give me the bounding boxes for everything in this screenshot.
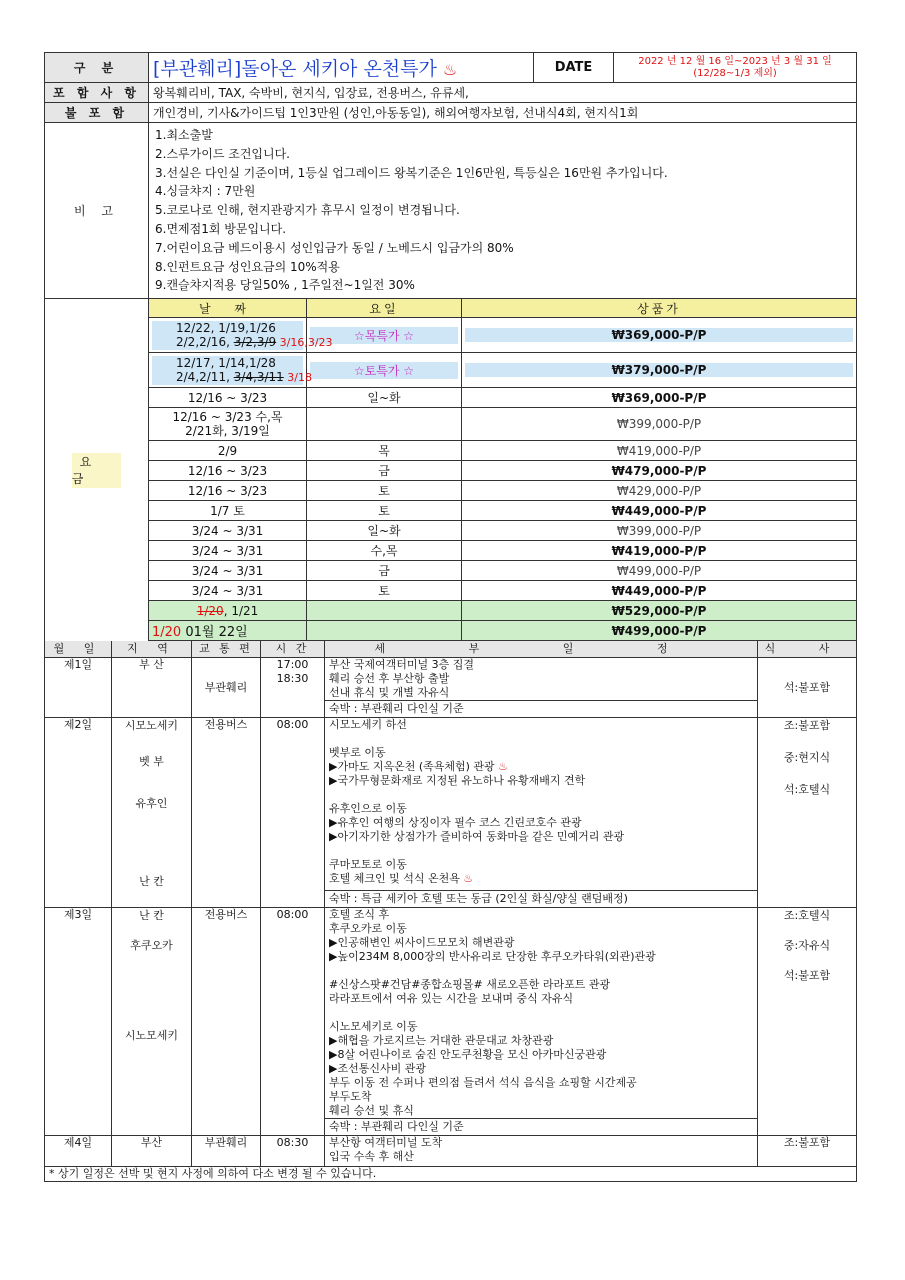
- day4-details: [325, 1136, 758, 1167]
- price-row-price: ₩479,000-P/P: [462, 461, 857, 481]
- green1-day: [307, 601, 462, 621]
- header-table: [44, 52, 857, 83]
- special-thu-line2a: 2/2,2/16,: [176, 334, 234, 349]
- special-sat-date: [149, 353, 312, 388]
- day2-detail: 쿠마모토로 이동: [329, 858, 407, 872]
- special-sat-day: [307, 353, 462, 388]
- tour-document: [44, 52, 857, 1182]
- day3-meal: 석:불포함: [783, 969, 831, 983]
- day2-lodging: 숙박 : 특급 세키아 호텔 또는 동급 (2인실 화실/양실 랜덤배정): [325, 891, 758, 908]
- special-thu-date: [149, 318, 333, 353]
- price-row-date: 3/24 ~ 3/31: [149, 561, 307, 581]
- day4-label: 제4일: [45, 1136, 112, 1167]
- day3-detail: ▶조선통신사비 관광: [329, 1062, 426, 1076]
- day2-detail: 벳부로 이동: [329, 746, 386, 760]
- green2-date: [149, 621, 307, 641]
- day2-region: 시모노세키: [124, 719, 179, 733]
- price-row-price: ₩499,000-P/P: [462, 561, 857, 581]
- price-row-price: ₩399,000-P/P: [462, 521, 857, 541]
- day4-time: 08:30: [261, 1136, 325, 1167]
- special-sat-line2: [152, 369, 312, 385]
- price-row-day: 토: [307, 581, 462, 601]
- special-thu-price-text: ₩369,000-P/P: [465, 328, 853, 342]
- price-row-date: 12/16 ~ 3/23: [149, 481, 307, 501]
- price-row: [45, 461, 857, 481]
- note-item: 5.코로나로 인해, 현지관광지가 휴무시 일정이 변경됩니다.: [155, 203, 460, 218]
- day2-detail: 유후인으로 이동: [329, 802, 407, 816]
- price-row-date: 3/24 ~ 3/31: [149, 581, 307, 601]
- price-row-day: 수,목: [307, 541, 462, 561]
- day3-detail: 호텔 조식 후: [329, 908, 390, 922]
- day2-label: 제2일: [45, 718, 112, 908]
- price-row-day: 목: [307, 441, 462, 461]
- date-exclude-text: (12/28~1/3 제외): [693, 67, 777, 79]
- price-row-date: 3/24 ~ 3/31: [149, 541, 307, 561]
- pricing-label: [45, 299, 149, 641]
- day4-meal: 조:불포함: [783, 1136, 831, 1150]
- price-row-day: [307, 408, 462, 441]
- day3-detail: 부두도착: [329, 1090, 372, 1104]
- day1-meals: [758, 658, 857, 718]
- price-row-price: ₩399,000-P/P: [462, 408, 857, 441]
- price-row: [45, 388, 857, 408]
- price-row-green: [45, 621, 857, 641]
- special-sat-line1: 12/17, 1/14,1/28: [152, 356, 303, 370]
- includes-table: [44, 82, 857, 123]
- special-thu-price: [462, 318, 857, 353]
- day2-detail: [329, 760, 753, 774]
- notes-label: 비 고: [45, 123, 149, 299]
- col-price-header: 상품가: [462, 299, 857, 318]
- pricing-table: [44, 298, 857, 641]
- day1-times: [261, 658, 325, 718]
- special-sat-price-text: ₩379,000-P/P: [465, 363, 853, 377]
- itin-header-region: 지 역: [112, 641, 192, 658]
- note-item: 2.스루가이드 조건입니다.: [155, 146, 290, 161]
- price-row-price: ₩449,000-P/P: [462, 501, 857, 521]
- day3-details: [325, 908, 758, 1119]
- green1-price: ₩529,000-P/P: [462, 601, 857, 621]
- day2-detail: ▶국가무형문화재로 지정된 유노하나 유황재배지 견학: [329, 774, 586, 788]
- special-sat-added: 3/18: [283, 370, 312, 384]
- itin-day1: [45, 658, 857, 701]
- green1-date-struck: 1/20: [196, 603, 224, 618]
- special-thu-line1: 12/22, 1/19,1/26: [152, 321, 303, 335]
- day3-meal: 중:자유식: [783, 939, 831, 953]
- day2-detail: ▶유후인 여행의 상징이자 필수 코스 긴린코호수 관광: [329, 816, 582, 830]
- day3-time: 08:00: [261, 908, 325, 1136]
- price-row-date: 3/24 ~ 3/31: [149, 521, 307, 541]
- includes-label: 포 함 사 항: [45, 83, 149, 103]
- price-row: [45, 501, 857, 521]
- price-row-day: 토: [307, 481, 462, 501]
- day2-region: 난 칸: [139, 875, 164, 889]
- pricing-label-text: 요 금: [71, 454, 122, 486]
- col-date-header: 날 짜: [149, 299, 307, 318]
- day2-detail: 시모노세키 하선: [329, 718, 407, 732]
- itin-header-detail: 세 부 일 정: [325, 641, 758, 658]
- notes-table: [44, 122, 857, 299]
- green1-date: [149, 601, 307, 621]
- itinerary-table: [44, 640, 857, 1182]
- product-title: [149, 53, 534, 83]
- day1-transport: 부관훼리: [192, 658, 261, 718]
- day3-region: 난 칸: [139, 909, 164, 923]
- special-thu-day-text: ☆목특가 ☆: [310, 327, 458, 344]
- day1-label: 제1일: [45, 658, 112, 718]
- special-sat-price: [462, 353, 857, 388]
- day2-details: [325, 718, 758, 891]
- special-sat-day-text: ☆토특가 ☆: [310, 362, 458, 379]
- day3-meal: 조:호텔식: [783, 909, 831, 923]
- price-row-day: 금: [307, 461, 462, 481]
- price-row-day: 일~화: [307, 388, 462, 408]
- day1-detail: 훼리 승선 후 부산항 출발: [329, 672, 450, 686]
- price-row: [45, 441, 857, 461]
- price-row-date: 2/9: [149, 441, 307, 461]
- day3-detail: ▶인공해변인 씨사이드모모치 해변관광: [329, 936, 515, 950]
- pricing-section: [44, 298, 857, 641]
- day3-detail: ▶높이234M 8,000장의 반사유리로 단장한 후쿠오카타워(외관)관광: [329, 950, 656, 964]
- price-row-date: 12/16 ~ 3/23: [149, 388, 307, 408]
- day4-meals: [758, 1136, 857, 1167]
- price-row-price: ₩419,000-P/P: [462, 541, 857, 561]
- day3-label: 제3일: [45, 908, 112, 1136]
- day1-region: 부 산: [112, 658, 192, 718]
- special-sat-struck: 3/4,3/11: [233, 369, 284, 384]
- price-row-special-sat: [45, 353, 857, 388]
- day2-region: 벳 부: [139, 755, 164, 769]
- day2-detail: [329, 872, 753, 886]
- date-label: DATE: [534, 53, 614, 83]
- day3-lodging: 숙박 : 부관훼리 다인실 기준: [325, 1119, 758, 1136]
- itinerary-footer: * 상기 일정은 선박 및 현지 사정에 의하여 다소 변경 될 수 있습니다.: [45, 1167, 857, 1182]
- price-row: [45, 481, 857, 501]
- itin-day2: [45, 718, 857, 891]
- day2-meal: 조:불포함: [783, 719, 831, 733]
- green2-date-text: 01월 22일: [181, 625, 248, 641]
- price-row-day: 토: [307, 501, 462, 521]
- day3-detail: ▶해협을 가로지르는 거대한 관문대교 차창관광: [329, 1034, 554, 1048]
- itin-header-date: 월 일: [45, 641, 112, 658]
- day2-detail-text: ▶가마도 지옥온천 (족욕체험) 관광: [329, 760, 495, 774]
- note-item: 6.면제점1회 방문입니다.: [155, 221, 287, 236]
- special-thu-struck: 3/2,3/9: [233, 334, 277, 349]
- day3-region: 후쿠오카: [130, 939, 173, 953]
- excludes-text: 개인경비, 기사&가이드팁 1인3만원 (성인,아동동일), 해외여행자보험, 선내식4회, 현지식1회: [149, 103, 857, 123]
- day2-transport: 전용버스: [192, 718, 261, 908]
- price-row-green: [45, 601, 857, 621]
- price-row-special-thu: [45, 318, 857, 353]
- col-day-header: 요일: [307, 299, 462, 318]
- price-row-date: 1/7 토: [149, 501, 307, 521]
- itin-header-time: 시 간: [261, 641, 325, 658]
- note-item: 1.최소출발: [155, 128, 213, 142]
- day1-detail: 선내 휴식 및 개별 자유식: [329, 686, 450, 700]
- day3-detail: #신상스팟#건담#종합쇼핑몰# 새로오픈한 라라포트 관광: [329, 978, 611, 992]
- day3-detail: 부두 이동 전 수퍼나 편의점 들려서 석식 음식을 쇼핑할 시간제공: [329, 1076, 637, 1090]
- note-item: 4.싱글챠지 : 7만원: [155, 184, 256, 199]
- day2-meals: [758, 718, 857, 908]
- note-item: 8.인펀트요금 성인요금의 10%적용: [155, 259, 340, 274]
- day2-region: 유후인: [135, 797, 168, 811]
- itin-header-meal: 식 사: [758, 641, 857, 658]
- price-row: [45, 408, 857, 441]
- day3-detail: 시노모세키로 이동: [329, 1020, 418, 1034]
- itin-day4: [45, 1136, 857, 1167]
- price-row-price: ₩449,000-P/P: [462, 581, 857, 601]
- date-range-text: 2022 년 12 월 16 일~2023 년 3 월 31 일: [638, 55, 832, 67]
- includes-text: 왕복훼리비, TAX, 숙박비, 현지식, 입장료, 전용버스, 유류세,: [149, 83, 857, 103]
- special-thu-added: 3/16,3/23: [276, 335, 333, 349]
- price-row-date: 12/16 ~ 3/23: [149, 461, 307, 481]
- day1-detail: 부산 국제여객터미널 3층 집결: [329, 658, 474, 672]
- price-row: [45, 521, 857, 541]
- price-row-price: ₩419,000-P/P: [462, 441, 857, 461]
- itin-header-transport: 교 통 편: [192, 641, 261, 658]
- day4-transport: 부관훼리: [192, 1136, 261, 1167]
- green2-price: ₩499,000-P/P: [462, 621, 857, 641]
- itin-day3: [45, 908, 857, 1119]
- day1-details: [325, 658, 758, 701]
- day3-detail: 훼리 승선 및 휴식: [329, 1104, 414, 1118]
- day3-transport: 전용버스: [192, 908, 261, 1136]
- day3-regions: [112, 908, 192, 1136]
- day3-meals: [758, 908, 857, 1136]
- price-row: [45, 561, 857, 581]
- special-thu-line2: [152, 334, 333, 350]
- date-range: [614, 53, 857, 83]
- note-item: 3.선실은 다인실 기준이며, 1등실 업그레이드 왕복기준은 1인6만원, 특등실은 16만원 추가입니다.: [155, 165, 668, 180]
- price-row-day: 금: [307, 561, 462, 581]
- day3-detail: 후쿠오카로 이동: [329, 922, 407, 936]
- day2-detail-text: 호텔 체크인 및 석식 온천욕: [329, 872, 460, 886]
- price-row-price: ₩369,000-P/P: [462, 388, 857, 408]
- day1-lodging: 숙박 : 부관훼리 다인실 기준: [325, 701, 758, 718]
- note-item: 7.어린이요금 베드이용시 성인입금가 동일 / 노베드시 입금가의 80%: [155, 240, 514, 255]
- notes-body: [149, 123, 857, 299]
- day4-region: 부산: [112, 1136, 192, 1167]
- product-title-text: [부관훼리]돌아온 세키아 온천특가: [153, 58, 437, 80]
- special-sat-line2a: 2/4,2/11,: [176, 369, 234, 384]
- note-item: 9.캔슬챠지적용 당일50% , 1주일전~1일전 30%: [155, 278, 415, 293]
- hot-spring-icon: ♨: [463, 872, 474, 886]
- hot-spring-icon: ♨: [498, 760, 509, 774]
- day3-detail: ▶8살 어린나이로 숨진 안도쿠천황을 모신 아카마신궁관광: [329, 1048, 607, 1062]
- day1-time: 18:30: [276, 672, 309, 686]
- green2-day: [307, 621, 462, 641]
- day2-detail: ▶아기자기한 상점가가 즐비하여 동화마을 같은 민예거리 관광: [329, 830, 625, 844]
- day3-region: 시노모세키: [124, 1029, 179, 1043]
- day4-detail: 부산항 여객터미널 도착: [329, 1136, 443, 1150]
- price-row-price: ₩429,000-P/P: [462, 481, 857, 501]
- day1-time: 17:00: [276, 658, 309, 672]
- day4-detail: 입국 수속 후 해산: [329, 1150, 414, 1164]
- day2-meal: 석:호텔식: [783, 783, 831, 797]
- day1-meal: 석:불포함: [783, 680, 831, 694]
- day3-detail: 라라포트에서 여유 있는 시간을 보내며 중식 자유식: [329, 992, 574, 1006]
- day2-meal: 중:현지식: [783, 751, 831, 765]
- category-label: 구 분: [45, 53, 149, 83]
- day2-time: 08:00: [261, 718, 325, 908]
- hot-spring-icon: ♨: [442, 60, 458, 79]
- price-row: [45, 541, 857, 561]
- price-row: [45, 581, 857, 601]
- price-row-date: 12/16 ~ 3/23 수,목 2/21화, 3/19일: [149, 408, 307, 441]
- excludes-label: 불 포 함: [45, 103, 149, 123]
- price-row-day: 일~화: [307, 521, 462, 541]
- green2-prefix: 1/20: [152, 625, 182, 641]
- green1-date-text: , 1/21: [223, 603, 259, 618]
- day2-regions: [112, 718, 192, 908]
